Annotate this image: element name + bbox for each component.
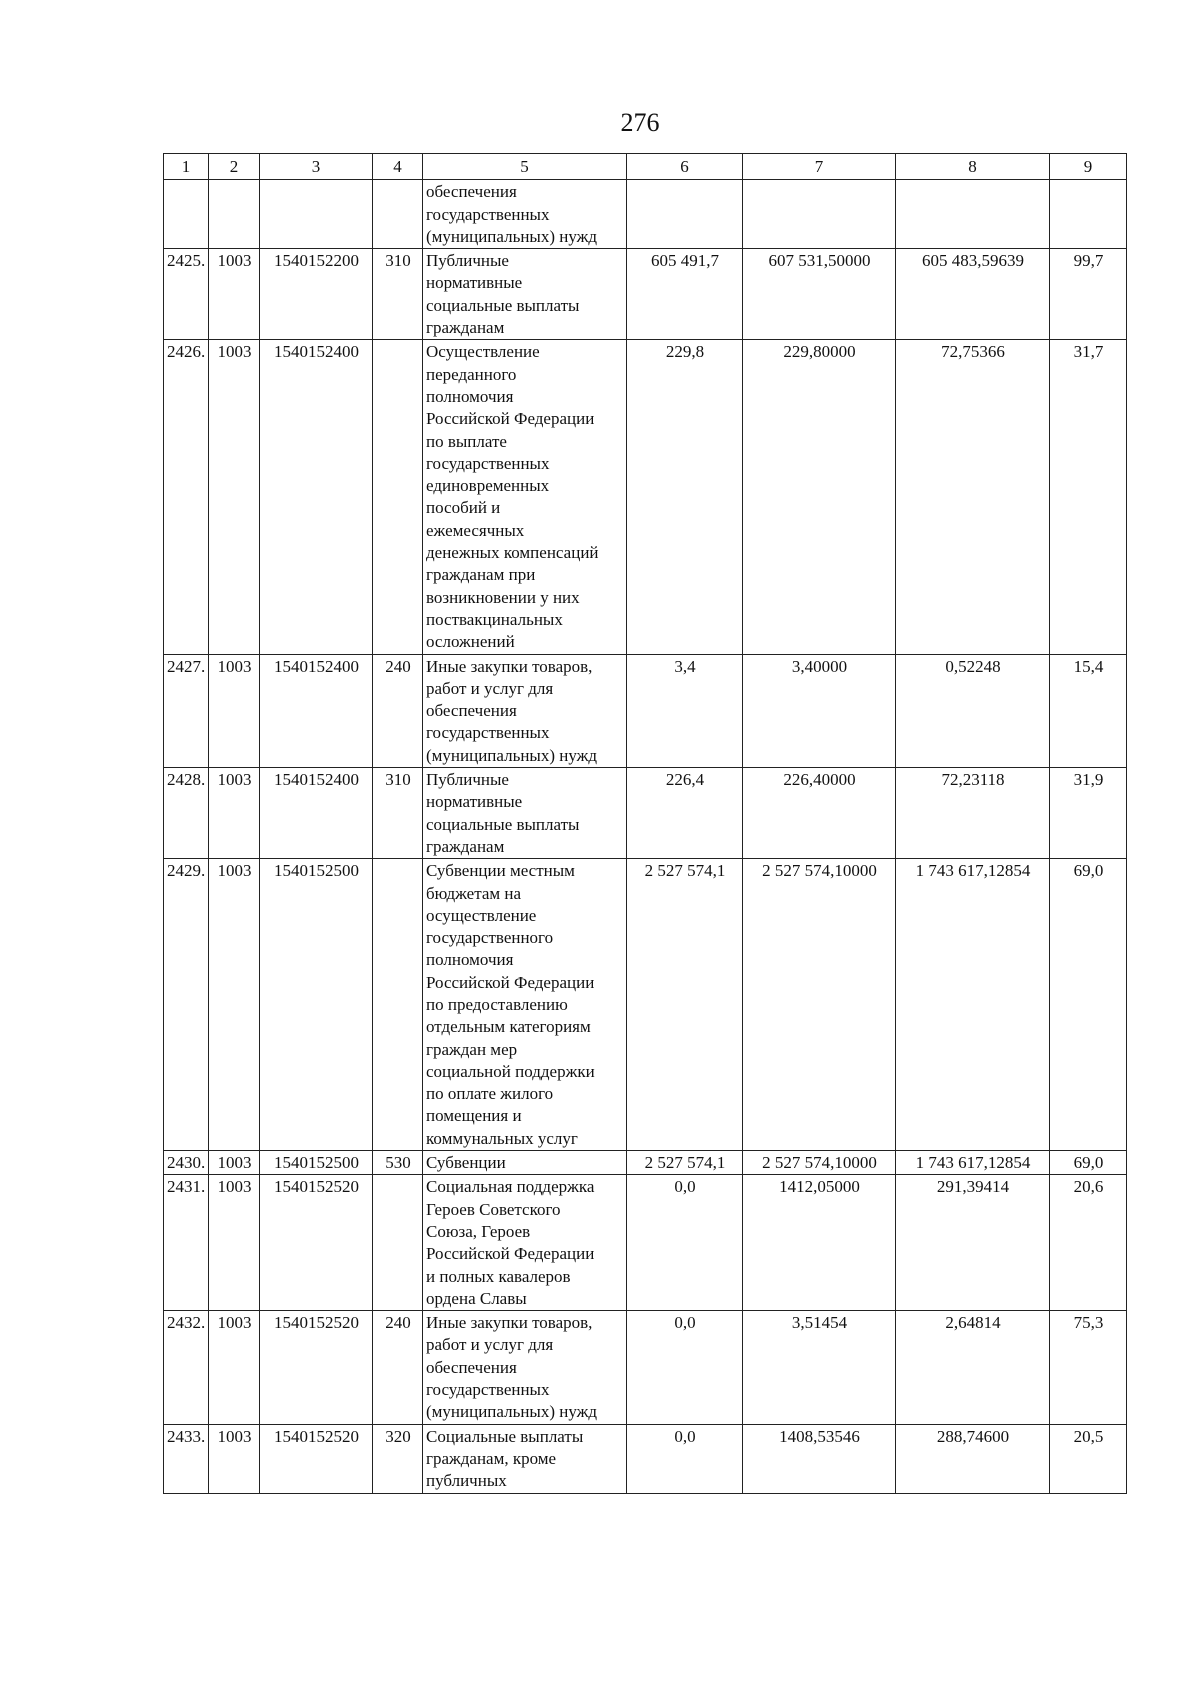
- section-code-cell: 1003: [209, 654, 260, 767]
- approved-plan-cell: 0,0: [627, 1424, 743, 1493]
- column-header: 2: [209, 154, 260, 180]
- table-row: [164, 1151, 1127, 1175]
- actual-cell: 288,74600: [896, 1424, 1050, 1493]
- column-header: 7: [743, 154, 896, 180]
- row-number-cell: 2429.: [164, 859, 209, 1151]
- description-cell: Социальная поддержка Героев Советского Союза, Героев Российской Федерации и полных кавалеров ордена Славы: [423, 1175, 627, 1311]
- expense-type-cell: [373, 1175, 423, 1311]
- percent-cell: 99,7: [1050, 249, 1127, 340]
- target-article-cell: 1540152500: [260, 1151, 373, 1175]
- approved-plan-cell: 0,0: [627, 1311, 743, 1424]
- refined-plan-cell: 3,51454: [743, 1311, 896, 1424]
- column-header: 5: [423, 154, 627, 180]
- target-article-cell: 1540152400: [260, 768, 373, 859]
- column-header: 3: [260, 154, 373, 180]
- column-header: 4: [373, 154, 423, 180]
- table-row: [164, 768, 1127, 859]
- table-row: [164, 859, 1127, 1151]
- expense-type-cell: 310: [373, 249, 423, 340]
- column-number-row: [164, 154, 1127, 180]
- expense-type-cell: 530: [373, 1151, 423, 1175]
- description-cell: Субвенции местным бюджетам на осуществление государственного полномочия Российской Федерации по предоставлению отдельным категориям граждан мер социальной поддержки по оплате жилого помещения и коммунальных услуг: [423, 859, 627, 1151]
- budget-table: [163, 153, 1127, 1494]
- actual-cell: 72,23118: [896, 768, 1050, 859]
- target-article-cell: [260, 180, 373, 249]
- percent-cell: 69,0: [1050, 1151, 1127, 1175]
- percent-cell: 31,7: [1050, 340, 1127, 654]
- actual-cell: 0,52248: [896, 654, 1050, 767]
- actual-cell: 1 743 617,12854: [896, 1151, 1050, 1175]
- target-article-cell: 1540152200: [260, 249, 373, 340]
- table-row: [164, 1311, 1127, 1424]
- actual-cell: 2,64814: [896, 1311, 1050, 1424]
- section-code-cell: 1003: [209, 768, 260, 859]
- refined-plan-cell: 229,80000: [743, 340, 896, 654]
- refined-plan-cell: [743, 180, 896, 249]
- approved-plan-cell: [627, 180, 743, 249]
- description-cell: Иные закупки товаров, работ и услуг для обеспечения государственных (муниципальных) нужд: [423, 654, 627, 767]
- section-code-cell: 1003: [209, 1151, 260, 1175]
- percent-cell: 75,3: [1050, 1311, 1127, 1424]
- refined-plan-cell: 607 531,50000: [743, 249, 896, 340]
- column-header: 6: [627, 154, 743, 180]
- table-row: [164, 1424, 1127, 1493]
- target-article-cell: 1540152520: [260, 1175, 373, 1311]
- approved-plan-cell: 226,4: [627, 768, 743, 859]
- expense-type-cell: 240: [373, 1311, 423, 1424]
- row-number-cell: 2432.: [164, 1311, 209, 1424]
- expense-type-cell: 310: [373, 768, 423, 859]
- percent-cell: 69,0: [1050, 859, 1127, 1151]
- section-code-cell: 1003: [209, 340, 260, 654]
- percent-cell: 20,6: [1050, 1175, 1127, 1311]
- column-header: 9: [1050, 154, 1127, 180]
- approved-plan-cell: 2 527 574,1: [627, 1151, 743, 1175]
- row-number-cell: 2427.: [164, 654, 209, 767]
- row-number-cell: 2430.: [164, 1151, 209, 1175]
- approved-plan-cell: 229,8: [627, 340, 743, 654]
- section-code-cell: 1003: [209, 249, 260, 340]
- table-row: [164, 180, 1127, 249]
- description-cell: Осуществление переданного полномочия Российской Федерации по выплате государственных единовременных пособий и ежемесячных денежных компенсаций гражданам при возникновении у них поствакцинальных осложнений: [423, 340, 627, 654]
- description-cell: Социальные выплаты гражданам, кроме публичных: [423, 1424, 627, 1493]
- table-body: [164, 180, 1127, 1493]
- percent-cell: 15,4: [1050, 654, 1127, 767]
- description-cell: Субвенции: [423, 1151, 627, 1175]
- row-number-cell: 2428.: [164, 768, 209, 859]
- percent-cell: [1050, 180, 1127, 249]
- table-row: [164, 654, 1127, 767]
- expense-type-cell: [373, 180, 423, 249]
- refined-plan-cell: 2 527 574,10000: [743, 859, 896, 1151]
- section-code-cell: 1003: [209, 1311, 260, 1424]
- expense-type-cell: [373, 340, 423, 654]
- actual-cell: [896, 180, 1050, 249]
- target-article-cell: 1540152520: [260, 1424, 373, 1493]
- row-number-cell: 2425.: [164, 249, 209, 340]
- page-number: 276: [620, 108, 660, 137]
- table-row: [164, 1175, 1127, 1311]
- target-article-cell: 1540152400: [260, 654, 373, 767]
- section-code-cell: 1003: [209, 1424, 260, 1493]
- approved-plan-cell: 0,0: [627, 1175, 743, 1311]
- actual-cell: 291,39414: [896, 1175, 1050, 1311]
- percent-cell: 20,5: [1050, 1424, 1127, 1493]
- table-row: [164, 249, 1127, 340]
- refined-plan-cell: 1408,53546: [743, 1424, 896, 1493]
- row-number-cell: 2426.: [164, 340, 209, 654]
- row-number-cell: 2431.: [164, 1175, 209, 1311]
- refined-plan-cell: 1412,05000: [743, 1175, 896, 1311]
- section-code-cell: 1003: [209, 859, 260, 1151]
- description-cell: Публичные нормативные социальные выплаты гражданам: [423, 768, 627, 859]
- section-code-cell: 1003: [209, 1175, 260, 1311]
- actual-cell: 1 743 617,12854: [896, 859, 1050, 1151]
- row-number-cell: 2433.: [164, 1424, 209, 1493]
- approved-plan-cell: 2 527 574,1: [627, 859, 743, 1151]
- expense-type-cell: [373, 859, 423, 1151]
- column-header: 1: [164, 154, 209, 180]
- actual-cell: 72,75366: [896, 340, 1050, 654]
- description-cell: обеспечения государственных (муниципальных) нужд: [423, 180, 627, 249]
- target-article-cell: 1540152400: [260, 340, 373, 654]
- refined-plan-cell: 2 527 574,10000: [743, 1151, 896, 1175]
- row-number-cell: [164, 180, 209, 249]
- target-article-cell: 1540152520: [260, 1311, 373, 1424]
- refined-plan-cell: 226,40000: [743, 768, 896, 859]
- refined-plan-cell: 3,40000: [743, 654, 896, 767]
- target-article-cell: 1540152500: [260, 859, 373, 1151]
- table-row: [164, 340, 1127, 654]
- description-cell: Иные закупки товаров, работ и услуг для обеспечения государственных (муниципальных) нужд: [423, 1311, 627, 1424]
- approved-plan-cell: 3,4: [627, 654, 743, 767]
- actual-cell: 605 483,59639: [896, 249, 1050, 340]
- approved-plan-cell: 605 491,7: [627, 249, 743, 340]
- section-code-cell: [209, 180, 260, 249]
- description-cell: Публичные нормативные социальные выплаты гражданам: [423, 249, 627, 340]
- percent-cell: 31,9: [1050, 768, 1127, 859]
- expense-type-cell: 320: [373, 1424, 423, 1493]
- column-header: 8: [896, 154, 1050, 180]
- expense-type-cell: 240: [373, 654, 423, 767]
